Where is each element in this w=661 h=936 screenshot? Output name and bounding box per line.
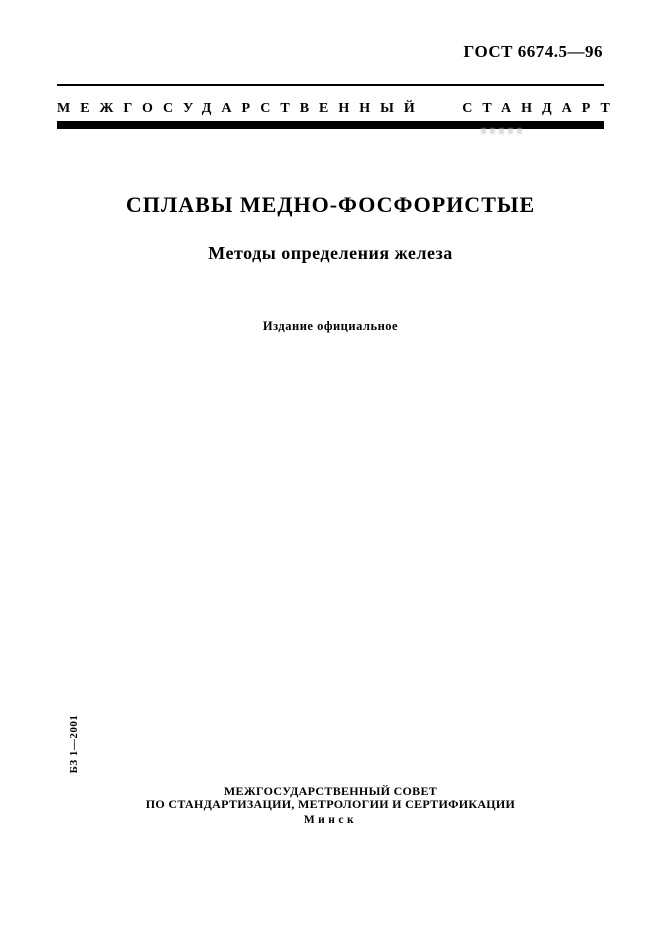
standard-number: ГОСТ 6674.5—96 bbox=[463, 42, 603, 61]
publisher-city: Минск bbox=[303, 814, 358, 826]
publisher-block bbox=[57, 785, 604, 826]
edition-note: Издание официальное bbox=[262, 319, 399, 333]
side-registration-code bbox=[39, 709, 109, 779]
header-rule-thin bbox=[57, 84, 604, 86]
document-title: СПЛАВЫ МЕДНО-ФОСФОРИСТЫЕ bbox=[125, 192, 536, 217]
publisher-line-2: ПО СТАНДАРТИЗАЦИИ, МЕТРОЛОГИИ И СЕРТИФИКАЦИИ bbox=[145, 797, 516, 811]
scan-ghost-artifact bbox=[481, 128, 525, 134]
document-subtitle: Методы определения железа bbox=[208, 243, 453, 263]
publisher-line-1: МЕЖГОСУДАРСТВЕННЫЙ СОВЕТ bbox=[223, 784, 438, 798]
side-registration-code-text: БЗ 1—2001 bbox=[68, 714, 80, 774]
standard-type-heading: МЕЖГОСУДАРСТВЕННЫЙ СТАНДАРТ bbox=[57, 101, 620, 116]
